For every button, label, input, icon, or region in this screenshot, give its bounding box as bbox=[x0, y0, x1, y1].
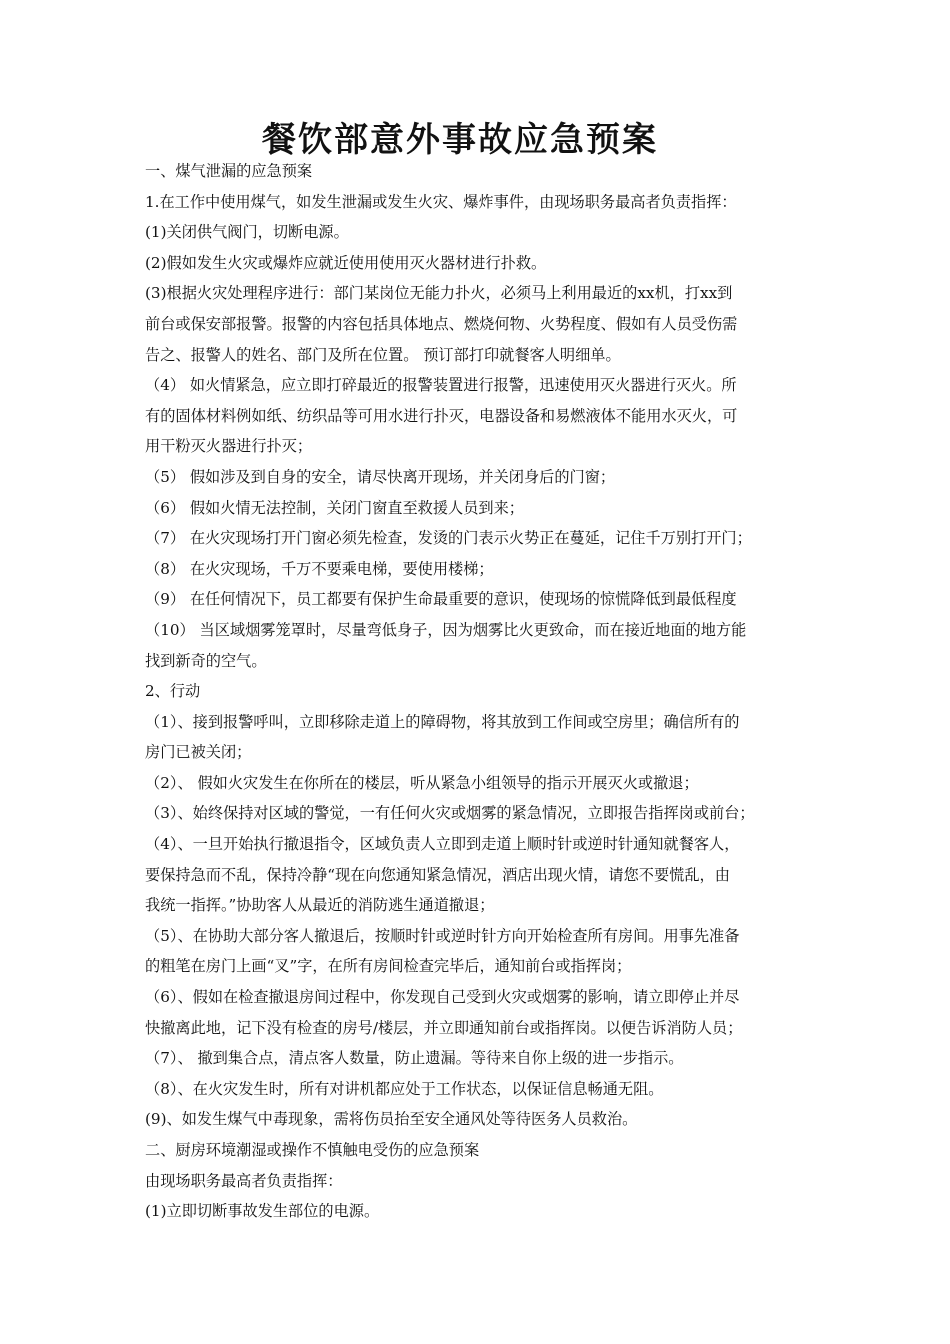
text-line: （6） 假如火情无法控制，关闭门窗直至救援人员到来； bbox=[145, 498, 524, 517]
text-line: （7） 在火灾现场打开门窗必须先检查，发烫的门表示火势正在蔓延，记住千万别打开门； bbox=[145, 529, 752, 548]
text-line: （3）、始终保持对区域的警觉，一有任何火灾或烟雾的紧急情况，立即报告指挥岗或前台； bbox=[145, 804, 755, 823]
text-line: (3)根据火灾处理程序进行：部门某岗位无能力扑火，必须马上利用最近的xx机，打xx到 bbox=[145, 284, 733, 303]
text-line: (2)假如发生火灾或爆炸应就近使用使用灭火器材进行扑救。 bbox=[145, 253, 547, 272]
text-line: 房门已被关闭； bbox=[145, 743, 252, 762]
text-line: 前台或保安部报警。报警的内容包括具体地点、燃烧何物、火势程度、假如有人员受伤需 bbox=[145, 314, 738, 333]
text-line: 找到新奇的空气。 bbox=[145, 651, 267, 670]
text-line: （4） 如火情紧急，应立即打碎最近的报警装置进行报警，迅速使用灭火器进行灭火。所 bbox=[145, 376, 737, 395]
text-line: 要保持急而不乱，保持冷静“现在向您通知紧急情况，酒店出现火情，请您不要慌乱，由 bbox=[145, 865, 730, 884]
text-line: （10） 当区域烟雾笼罩时，尽量弯低身子，因为烟雾比火更致命，而在接近地面的地方能 bbox=[145, 620, 747, 639]
document-title: 餐饮部意外事故应急预案 bbox=[262, 120, 658, 160]
text-line: （4）、一旦开始执行撤退指令，区域负责人立即到走道上顺时针或逆时针通知就餐客人， bbox=[145, 835, 740, 854]
text-line: 我统一指挥。”协助客人从最近的消防逃生通道撤退； bbox=[145, 896, 495, 915]
text-line: 的粗笔在房门上画“叉”字，在所有房间检查完毕后，通知前台或指挥岗； bbox=[145, 957, 632, 976]
text-line: 2、行动 bbox=[145, 682, 201, 701]
text-line: 有的固体材料例如纸、纺织品等可用水进行扑灭，电器设备和易燃液体不能用水灭火，可 bbox=[145, 406, 738, 425]
text-line: （9） 在任何情况下，员工都要有保护生命最重要的意识，使现场的惊慌降低到最低程度 bbox=[145, 590, 737, 609]
text-line: （5）、在协助大部分客人撤退后，按顺时针或逆时针方向开始检查所有房间。用事先准备 bbox=[145, 926, 740, 945]
text-line: 告之、报警人的姓名、部门及所在位置。 预订部打印就餐客人明细单。 bbox=[145, 345, 621, 364]
text-line: (1)立即切断事故发生部位的电源。 bbox=[145, 1202, 380, 1221]
text-line: (9)、如发生煤气中毒现象，需将伤员抬至安全通风处等待医务人员救治。 bbox=[145, 1110, 638, 1129]
text-line: （6）、假如在检查撤退房间过程中，你发现自己受到火灾或烟雾的影响，请立即停止并尽 bbox=[145, 988, 740, 1007]
text-line: （5） 假如涉及到自身的安全，请尽快离开现场，并关闭身后的门窗； bbox=[145, 467, 616, 486]
text-line: （1）、接到报警呼叫，立即移除走道上的障碍物，将其放到工作间或空房里；确信所有的 bbox=[145, 712, 740, 731]
text-line: 由现场职务最高者负责指挥： bbox=[145, 1171, 343, 1190]
text-line: （8）、在火灾发生时，所有对讲机都应处于工作状态，以保证信息畅通无阻。 bbox=[145, 1079, 664, 1098]
text-line: 一、煤气泄漏的应急预案 bbox=[145, 162, 313, 180]
text-line: （7）、 撤到集合点，清点客人数量，防止遗漏。等待来自你上级的进一步指示。 bbox=[145, 1049, 684, 1068]
text-line: （8） 在火灾现场，千万不要乘电梯，要使用楼梯； bbox=[145, 559, 494, 578]
text-line: (1)关闭供气阀门，切断电源。 bbox=[145, 223, 349, 242]
text-line: 用干粉灭火器进行扑灭； bbox=[145, 437, 313, 456]
text-line: 1.在工作中使用煤气，如发生泄漏或发生火灾、爆炸事件，由现场职务最高者负责指挥： bbox=[145, 192, 737, 211]
document-body bbox=[145, 156, 815, 1227]
text-line: 二、厨房环境潮湿或操作不慎触电受伤的应急预案 bbox=[145, 1141, 480, 1159]
text-line: （2）、 假如火灾发生在你所在的楼层，听从紧急小组领导的指示开展灭火或撤退； bbox=[145, 773, 699, 792]
text-line: 快撤离此地，记下没有检查的房号/楼层，并立即通知前台或指挥岗。以便告诉消防人员； bbox=[145, 1018, 743, 1037]
